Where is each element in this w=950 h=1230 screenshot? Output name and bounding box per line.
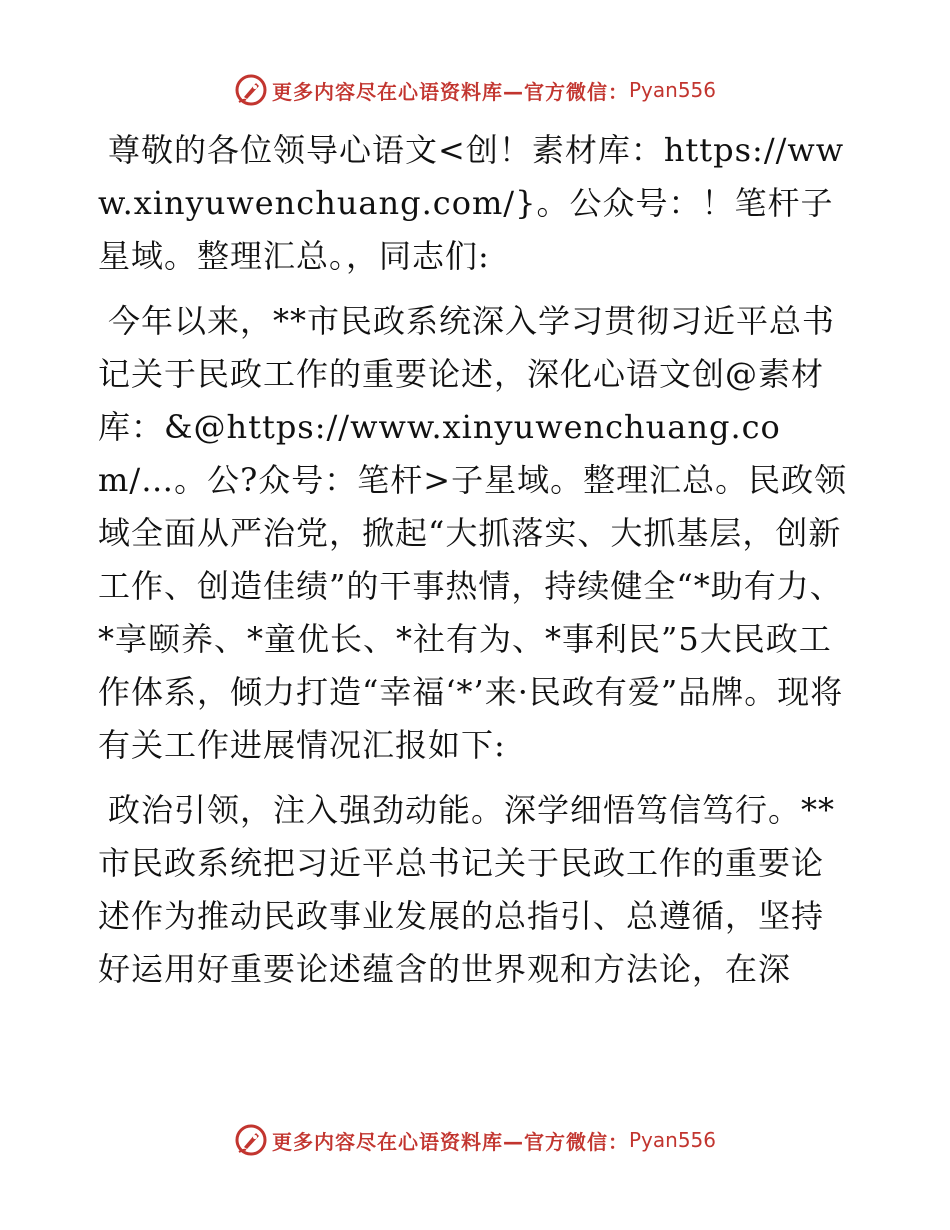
watermark-text: 更多内容尽在心语资料库—官方微信：	[271, 1129, 629, 1154]
watermark-contact: Pyan556	[628, 78, 716, 102]
document-body	[98, 124, 850, 1008]
header-watermark-banner	[0, 70, 950, 110]
watermark-contact: Pyan556	[628, 1128, 716, 1152]
paragraph-overview: 今年以来，**市民政系统深入学习贯彻习近平总书记关于民政工作的重要论述，深化心语文创@素材库：&@https://www.xinyuwenchuang.com/…。公?众号：笔杆>子星域。整理汇总。民政领域全面从严治党，掀起“大抓落实、大抓基层，创新工作、创造佳绩”的干事热情，持续健全“*助有力、*享颐养、*童优长、*社有为、*事利民”5大民政工作体系，倾力打造“幸福‘*’来·民政有爱”品牌。现将有关工作进展情况汇报如下:	[98, 302, 848, 764]
footer-watermark-banner	[0, 1120, 950, 1160]
paragraph-greeting: 尊敬的各位领导心语文<创！素材库：https://www.xinyuwenchuang.com/}。公众号：！笔杆子星域。整理汇总。，同志们:	[98, 131, 845, 275]
pen-nib-logo-icon	[234, 73, 268, 107]
pen-nib-logo-icon	[234, 1123, 268, 1157]
watermark-text: 更多内容尽在心语资料库—官方微信：	[271, 79, 629, 104]
paragraph-political-leadership: 政治引领，注入强劲动能。深学细悟笃信笃行。**市民政系统把习近平总书记关于民政工作的重要论述作为推动民政事业发展的总指引、总遵循，坚持好运用好重要论述蕴含的世界观和方法论，在深	[98, 791, 836, 988]
